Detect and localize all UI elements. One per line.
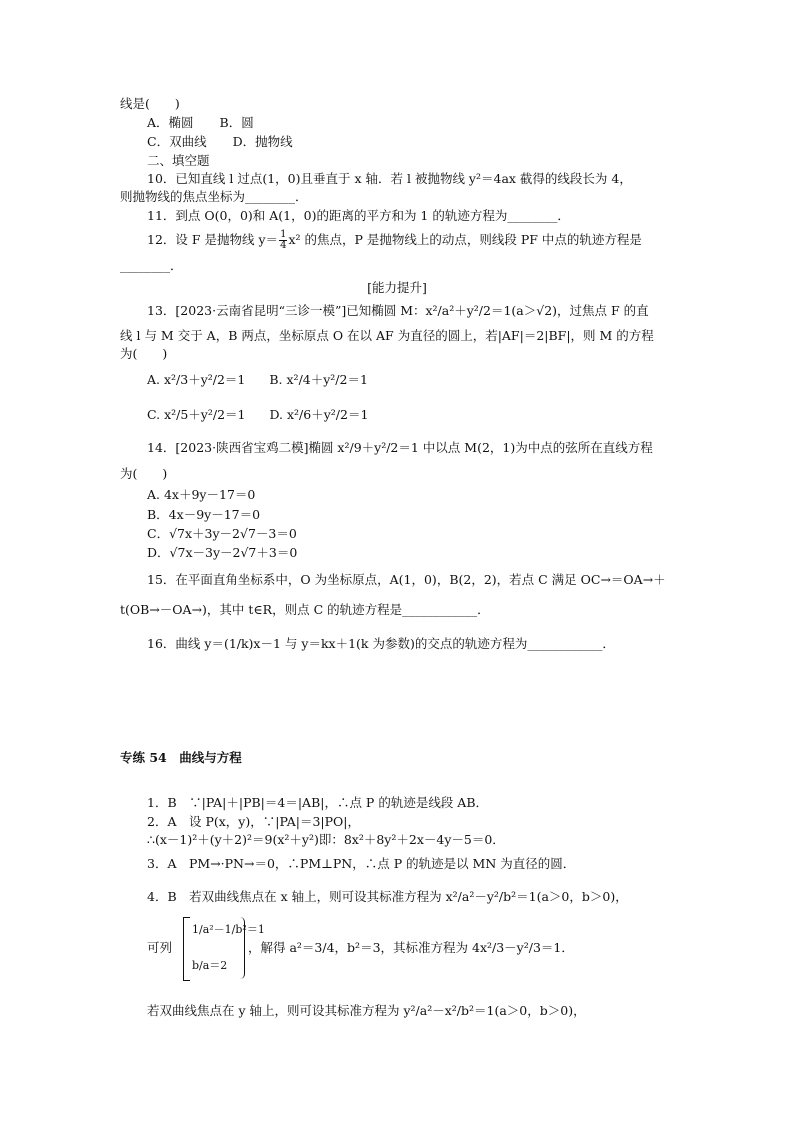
answer-2-line1: 2．A 设 P(x，y)，∵|PA|＝3|PO|， [147,814,360,829]
q12-line1 [147,230,642,251]
q15-line2: t(OB→－OA→)，其中 t∈R，则点 C 的轨迹方程是____________． [120,602,490,617]
answer-4-line1: 4．B 若双曲线焦点在 x 轴上，则可设其标准方程为 x²/a²－y²/b²＝1(a＞0，b＞0)， [147,889,628,904]
q13-options-cd [147,407,368,423]
q13-line2: 线 l 与 M 交于 A，B 两点，坐标原点 O 在以 AF 为直径的圆上，若|AF|＝2|BF|，则 M 的方程 [120,328,654,343]
system-brace-left [183,917,190,981]
q13-options-ab [147,372,368,388]
q15-line1: 15．在平面直角坐标系中，O 为坐标原点，A(1，0)，B(2，2)，若点 C 满足 OC→＝OA→＋ [147,572,666,587]
q10-line1: 10．已知直线 l 过点(1，0)且垂直于 x 轴．若 l 被抛物线 y²＝4ax 截得的线段长为 4， [147,171,632,186]
q9-options-ab [147,115,254,131]
answer-4-system-eq2: b/a＝2 [192,959,228,972]
q14-option-d: D．√7x－3y－2√7＋3＝0 [147,545,298,560]
q13-option-a: A. x²/3＋y²/2＝1 [147,372,246,387]
section-heading-fill-in: 二、填空题 [147,153,210,168]
q12-text-pre: 12．设 F 是抛物线 y＝ [147,232,279,247]
answer-4-line3: 若双曲线焦点在 y 轴上，则可设其标准方程为 y²/a²－x²/b²＝1(a＞0，b＞0)， [147,1003,586,1018]
q9-option-a: A．椭圆 [147,115,194,130]
q12-text-post: x² 的焦点，P 是抛物线上的动点，则线段 PF 中点的轨迹方程是 [288,232,642,247]
answer-3: 3．A PM→·PN→＝0，∴PM⊥PN，∴点 P 的轨迹是以 MN 为直径的圆． [147,856,576,871]
q13-option-c: C. x²/5＋y²/2＝1 [147,407,246,422]
answer-4-result: ，解得 a²＝3/4，b²＝3，其标准方程为 4x²/3－y²/3＝1． [248,940,574,955]
answers-title: 专练 54 曲线与方程 [120,750,242,765]
q13-line3: 为( ) [120,346,168,361]
q9-options-cd [147,134,293,150]
q12-frac-num: 1 [280,229,287,240]
q12-blank: ________． [120,258,183,273]
q9-option-b: B．圆 [219,115,254,130]
q13-line1: 13．[2023·云南省昆明“三诊一模”]已知椭圆 M：x²/a²＋y²/2＝1(a＞√2)，过焦点 F 的直 [147,303,649,318]
q9-option-c: C．双曲线 [147,134,207,149]
q14-option-b: B．4x－9y－17＝0 [147,507,261,522]
answer-2-line2: ∴(x－1)²＋(y＋2)²＝9(x²＋y²)即：8x²＋8y²＋2x－4y－5＝0． [147,832,505,847]
q11: 11．到点 O(0，0)和 A(1，0)的距离的平方和为 1 的轨迹方程为________． [147,208,570,223]
q14-line1: 14．[2023·陕西省宝鸡二模]椭圆 x²/9＋y²/2＝1 中以点 M(2，1)为中点的弦所在直线方程 [147,440,653,455]
q9-option-d: D．抛物线 [232,134,293,149]
q14-option-c: C．√7x＋3y－2√7－3＝0 [147,526,297,541]
answer-4-system-eq1: 1/a²－1/b²＝1 [192,923,265,936]
q14-option-a: A. 4x＋9y－17＝0 [147,487,256,502]
q10-line2: 则抛物线的焦点坐标为________． [120,189,308,204]
ability-heading: [能力提升] [367,280,427,295]
q14-line2: 为( ) [120,466,168,481]
system-brace-right [240,917,245,979]
q13-option-d: D. x²/6＋y²/2＝1 [269,407,369,422]
q12-frac-den: 4 [280,240,287,251]
q9-stem-end: 线是( ) [120,96,180,111]
answer-4-pre: 可列 [147,940,173,955]
q13-option-b: B. x²/4＋y²/2＝1 [269,372,368,387]
answer-1: 1．B ∵|PA|＋|PB|＝4＝|AB|，∴点 P 的轨迹是线段 AB． [147,795,489,810]
q12-fraction [279,230,287,251]
q16: 16．曲线 y＝(1/k)x－1 与 y＝kx＋1(k 为参数)的交点的轨迹方程为____________． [147,636,615,651]
